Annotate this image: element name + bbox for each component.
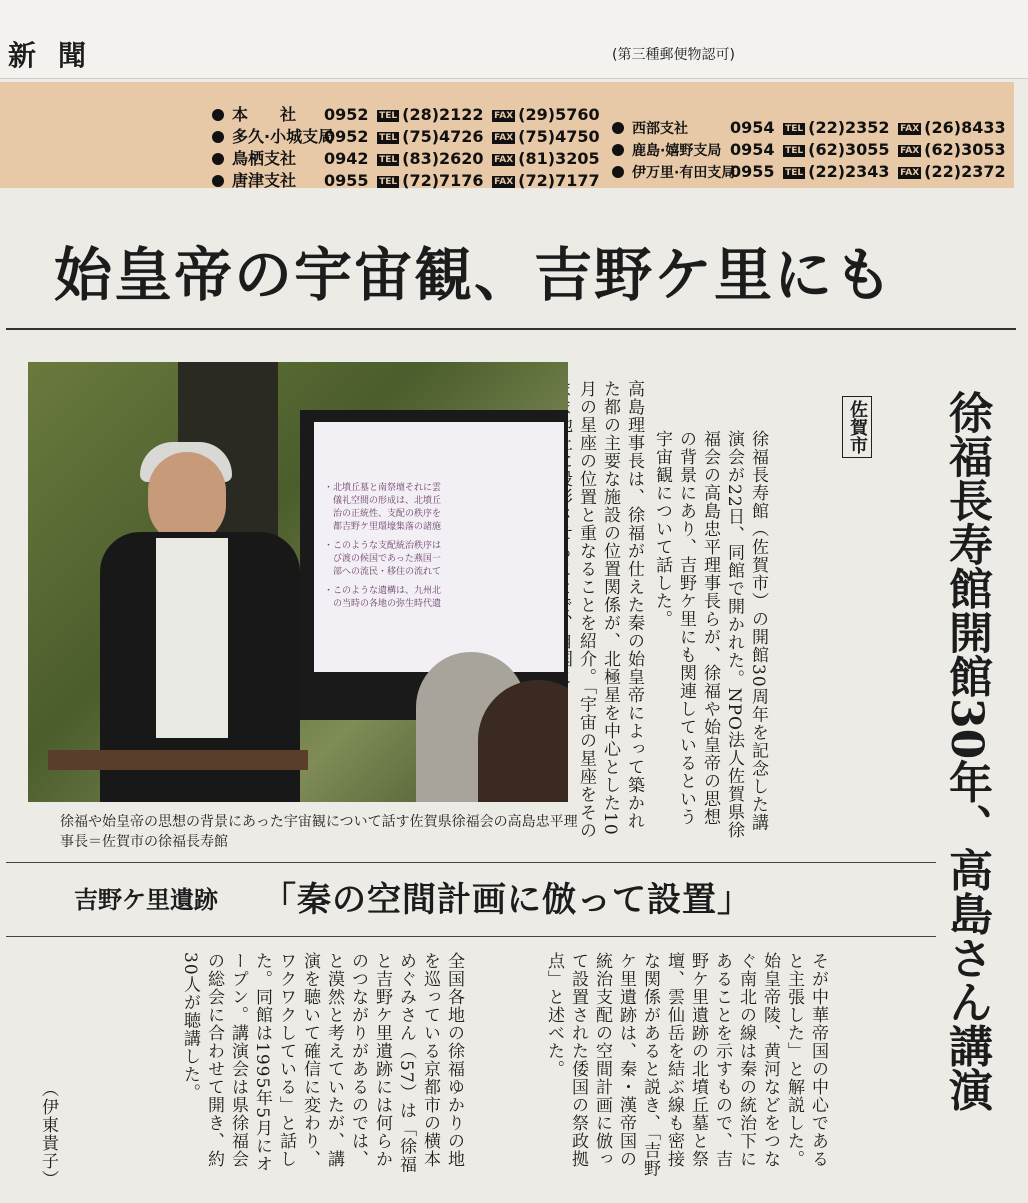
- slide-line: ・このような遺構は、九州北: [324, 586, 442, 596]
- contact-row-right-0: [612, 118, 1006, 138]
- area-code: 0952: [324, 127, 375, 146]
- masthead: [0, 0, 1028, 79]
- office-name: 唐津支社: [232, 171, 297, 190]
- fax-number: (62)3053: [924, 140, 1006, 159]
- contact-row-left-1: [212, 124, 600, 147]
- office-name: 本 社: [232, 105, 297, 124]
- tel-icon: TEL: [379, 155, 398, 165]
- fax-icon: FAX: [494, 111, 514, 121]
- tel-number: (28)2122: [402, 105, 490, 124]
- body-paragraph-1: 高島理事長は、徐福が仕えた秦の始皇帝によって築かれた都の主要な施設の位置関係が、北極星を中心とした10月の星座の位置と重なることを紹介。「宇宙の星座をその: [576, 380, 644, 840]
- divider: [6, 328, 1016, 330]
- fax-icon: FAX: [900, 124, 920, 134]
- tel-icon: TEL: [379, 133, 398, 143]
- slide-line: ・北墳丘墓と南祭壇それに雲: [324, 483, 442, 493]
- area-label: 佐賀市: [842, 396, 872, 458]
- bullet-icon: [212, 131, 224, 143]
- area-code: 0955: [324, 171, 375, 190]
- subhead-title: 「秦の空間計画に倣って設置」: [262, 880, 752, 920]
- contact-row-left-3: [212, 168, 600, 191]
- speaker: [148, 452, 226, 544]
- contact-row-right-1: [612, 140, 1006, 160]
- office-name: 多久·小城支局: [232, 127, 335, 146]
- fax-number: (26)8433: [924, 118, 1006, 137]
- body-paragraph-3: 全国各地の徐福ゆかりの地を巡っている京都市の横本めぐみさん（57）は「徐福と吉野ケ里遺跡には何らかのつながりがあるのでは、と漠然と考えていたが、講演を聴いて確信に変わり、ワクワクしている」と話した。同館は1995年5月にオープン。講演会は県徐福会の総会に合わせて開き、約30人が聴講した。: [180, 952, 464, 1174]
- fax-icon: FAX: [494, 133, 514, 143]
- tel-icon: TEL: [785, 146, 804, 156]
- bullet-icon: [612, 122, 624, 134]
- tel-icon: TEL: [379, 177, 398, 187]
- headline: 始皇帝の宇宙観、吉野ケ里にも: [54, 241, 895, 309]
- divider: [6, 936, 936, 937]
- slide-line: 都吉野ケ里環壕集落の諸施: [324, 522, 442, 532]
- tel-icon: TEL: [785, 168, 804, 178]
- fax-number: (29)5760: [518, 105, 600, 124]
- tel-number: (62)3055: [808, 140, 896, 159]
- contact-row-right-2: [612, 162, 1006, 182]
- area-code: 0954: [730, 140, 781, 159]
- bullet-icon: [212, 175, 224, 187]
- slide-line: 部への流民・移住の流れて: [324, 567, 442, 577]
- subhead-label: 吉野ケ里遺跡: [74, 886, 218, 914]
- fax-icon: FAX: [494, 177, 514, 187]
- bullet-icon: [212, 153, 224, 165]
- masthead-title: 新聞: [8, 39, 109, 72]
- slide-line: の当時の各地の弥生時代遺: [324, 599, 442, 609]
- body-paragraph-2: そが中華帝国の中心であると主張した」と解説した。始皇帝陵、黄河などをつなぐ南北の線は秦の統治下にあることを示すもので、吉野ケ里遺跡の北墳丘墓と祭壇、雲仙岳を結ぶ線も密接な関係があると説き、「吉野ケ里遺跡は、秦・漢帝国の統治支配の空間計画に倣って設置された倭国の祭政拠点」と述べた。: [544, 952, 828, 1178]
- tel-icon: TEL: [785, 124, 804, 134]
- tel-icon: TEL: [379, 111, 398, 121]
- office-name: 西部支社: [632, 121, 688, 137]
- tel-number: (72)7176: [402, 171, 490, 190]
- postal-permit: (第三種郵便物認可): [612, 47, 735, 63]
- office-name: 鹿島·嬉野支局: [632, 143, 722, 159]
- lead-paragraph: 徐福長寿館（佐賀市）の開館30周年を記念した講演会が22日、同館で開かれた。NPO法人佐賀県徐福会の高島忠平理事長らが、徐福や始皇帝の思想の背景にあり、吉野ケ里にも関連しているという宇宙観について話した。: [652, 430, 768, 839]
- area-code: 0954: [730, 118, 781, 137]
- fax-number: (75)4750: [518, 127, 600, 146]
- article-photo: [28, 362, 568, 802]
- sub-headline: 徐福長寿館開館30年、高島さん講演: [941, 390, 992, 1112]
- area-code: 0952: [324, 105, 375, 124]
- fax-icon: FAX: [900, 146, 920, 156]
- photo-caption: 徐福や始皇帝の思想の背景にあった宇宙観について話す佐賀県徐福会の高島忠平理事長＝佐賀市の徐福長寿館: [60, 814, 578, 850]
- contact-row-left-2: [212, 146, 600, 169]
- area-code: 0942: [324, 149, 375, 168]
- contact-row-left-0: [212, 102, 600, 125]
- bullet-icon: [612, 144, 624, 156]
- byline: （伊東貴子）: [38, 1080, 58, 1188]
- tel-number: (22)2352: [808, 118, 896, 137]
- tel-number: (83)2620: [402, 149, 490, 168]
- slide-line: ・このような支配統治秩序は: [324, 541, 442, 551]
- slide-line: 儀礼空間の形成は、北墳丘: [324, 496, 442, 506]
- slide-line: 治の正統性、支配の秩序を: [324, 509, 442, 519]
- bullet-icon: [212, 109, 224, 121]
- office-name: 鳥栖支社: [232, 149, 297, 168]
- divider: [6, 862, 936, 863]
- bullet-icon: [612, 166, 624, 178]
- area-code: 0955: [730, 162, 781, 181]
- tel-number: (75)4726: [402, 127, 490, 146]
- slide-line: び渡の候国であった燕国一: [324, 554, 441, 564]
- fax-number: (81)3205: [518, 149, 600, 168]
- fax-icon: FAX: [900, 168, 920, 178]
- fax-icon: FAX: [494, 155, 514, 165]
- fax-number: (22)2372: [924, 162, 1006, 181]
- fax-number: (72)7177: [518, 171, 600, 190]
- tel-number: (22)2343: [808, 162, 896, 181]
- office-name: 伊万里·有田支局: [632, 165, 736, 181]
